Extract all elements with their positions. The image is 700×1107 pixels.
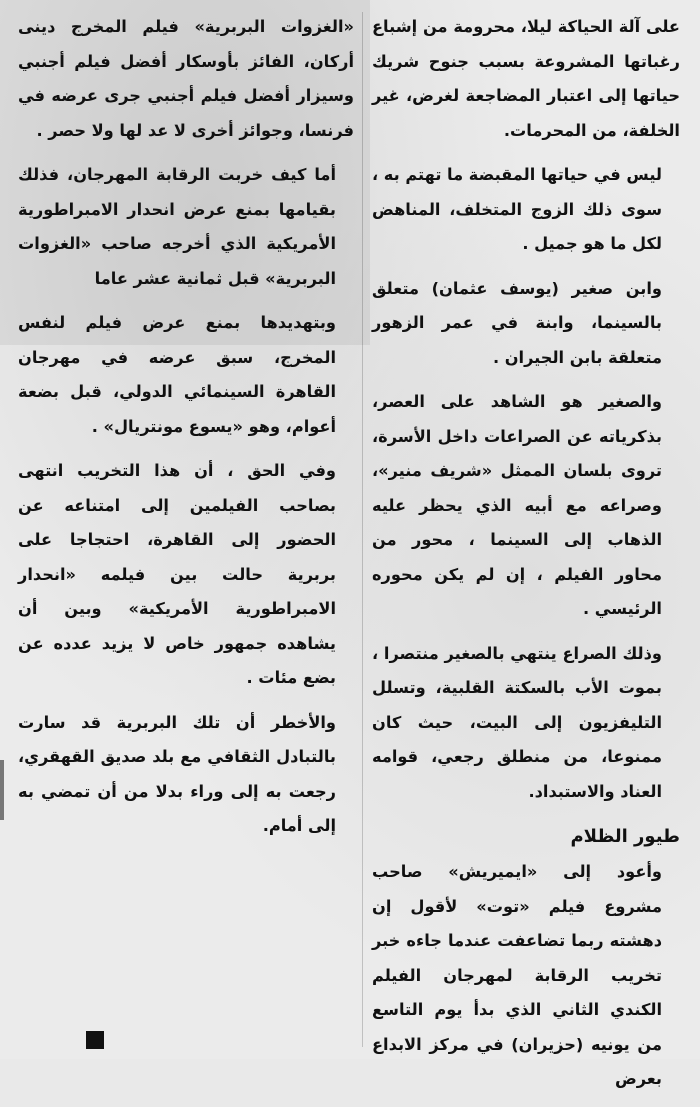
paragraph: وأعود إلى «ايميريش» صاحب مشروع فيلم «توت» لأقول إن دهشته ربما تضاعفت عندما جاءه خبر تخريب الرقابة لمهرجان الفيلم الكندي الثاني الذي بدأ يوم التاسع من يونيه (حزيران) في مركز الابداع بعرض bbox=[372, 862, 662, 1088]
left-column bbox=[18, 10, 354, 854]
section-heading: طيور الظلام bbox=[570, 826, 680, 847]
paragraph: «الغزوات البربرية» فيلم المخرج دينى أركان، الفائز بأوسكار أفضل فيلم أجنبي وسيزار أفضل فيلم أجنبي جرى عرضه في فرنسا، وجوائز أخرى لا عد لها ولا حصر . bbox=[18, 17, 354, 140]
paragraph: أما كيف خربت الرقابة المهرجان، فذلك بقيامها بمنع عرض انحدار الامبراطورية الأمريكية الذي أخرجه صاحب «الغزوات البربرية» قبل ثمانية عشر عاما bbox=[18, 165, 336, 288]
paragraph: والأخطر أن تلك البربرية قد سارت بالتبادل الثقافي مع بلد صديق القهقري، رجعت به إلى وراء بدلا من أن تمضي به إلى أمام. bbox=[18, 712, 336, 835]
paragraph: وذلك الصراع ينتهي بالصغير منتصرا ، بموت الأب بالسكتة القلبية، وتسلل التليفزيون إلى البيت، حيث كان ممنوعا، من منطلق رجعي، قوامه العناد والاستبداد. bbox=[372, 643, 662, 801]
paragraph: ليس في حياتها المقبضة ما تهتم به ، سوى ذلك الزوج المتخلف، المناهض لكل ما هو جميل . bbox=[372, 165, 662, 253]
paragraph: على آلة الحياكة ليلا، محرومة من إشباع رغباتها المشروعة بسبب جنوح شريك حياتها إلى اعتبار المضاجعة لغرض، غير الخلفة، من المحرمات. bbox=[372, 17, 680, 140]
paragraph: وابن صغير (يوسف عثمان) متعلق بالسينما، وابنة في عمر الزهور متعلقة بابن الجيران . bbox=[372, 278, 662, 367]
paragraph: وبتهديدها بمنع عرض فيلم لنفس المخرج، سبق عرضه في مهرجان القاهرة السينمائي الدولي، قبل بضعة أعوام، وهو «يسوع مونتريال» . bbox=[18, 313, 336, 436]
paragraph: وفي الحق ، أن هذا التخريب انتهى بصاحب الفيلمين إلى امتناعه عن الحضور إلى القاهرة، احتجاجا على بربرية حالت بين فيلمه «انحدار الامبراطورية الأمريكية» وبين أن يشاهده جمهور خاص لا يزيد عدده عن بضع مئات . bbox=[18, 461, 336, 687]
end-of-article-mark bbox=[86, 1031, 104, 1049]
column-divider bbox=[362, 12, 363, 1047]
right-column bbox=[372, 10, 680, 1107]
paragraph: والصغير هو الشاهد على العصر، بذكرياته عن الصراعات داخل الأسرة، تروى بلسان الممثل «شريف منير»، وصراعه مع أبيه الذي يحظر عليه الذهاب إلى السينما ، محور من محاور الفيلم ، إن لم يكن محوره الرئيسي . bbox=[372, 392, 662, 618]
margin-mark bbox=[0, 760, 4, 820]
